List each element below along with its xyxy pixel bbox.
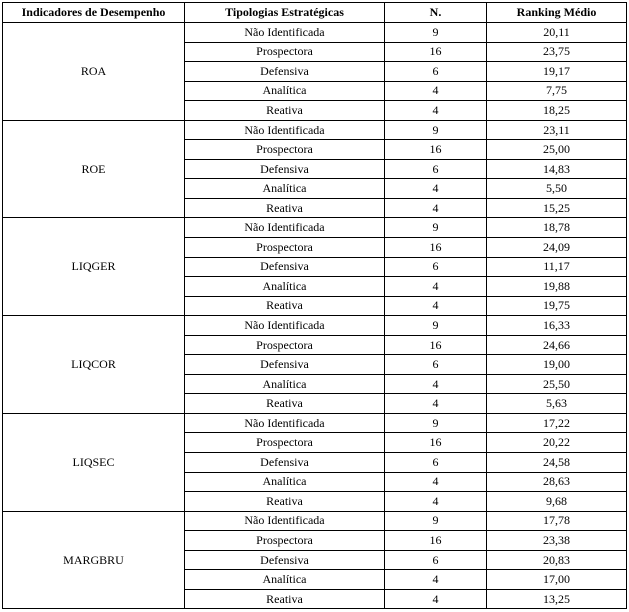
ranking-cell: 19,00 [487, 355, 627, 375]
typology-cell: Não Identificada [185, 413, 385, 433]
n-cell: 4 [385, 492, 487, 512]
typology-cell: Não Identificada [185, 316, 385, 336]
ranking-cell: 17,22 [487, 413, 627, 433]
ranking-cell: 14,83 [487, 159, 627, 179]
n-cell: 6 [385, 355, 487, 375]
n-cell: 9 [385, 218, 487, 238]
table-row [3, 120, 627, 140]
n-cell: 9 [385, 413, 487, 433]
ranking-cell: 25,50 [487, 374, 627, 394]
ranking-cell: 19,75 [487, 296, 627, 316]
typology-cell: Defensiva [185, 257, 385, 277]
n-cell: 9 [385, 23, 487, 43]
performance-ranking-table [2, 2, 627, 609]
n-cell: 16 [385, 42, 487, 62]
typology-cell: Analítica [185, 179, 385, 199]
indicator-cell: LIQGER [3, 218, 185, 316]
indicator-cell: MARGBRU [3, 511, 185, 609]
n-cell: 4 [385, 101, 487, 121]
ranking-cell: 7,75 [487, 81, 627, 101]
n-cell: 6 [385, 159, 487, 179]
header-typology: Tipologias Estratégicas [185, 3, 385, 23]
n-cell: 6 [385, 550, 487, 570]
typology-cell: Não Identificada [185, 23, 385, 43]
ranking-cell: 5,63 [487, 394, 627, 414]
typology-cell: Defensiva [185, 62, 385, 82]
typology-cell: Defensiva [185, 550, 385, 570]
typology-cell: Defensiva [185, 159, 385, 179]
table-row [3, 218, 627, 238]
ranking-cell: 23,38 [487, 531, 627, 551]
typology-cell: Reativa [185, 394, 385, 414]
ranking-cell: 19,88 [487, 277, 627, 297]
ranking-cell: 20,11 [487, 23, 627, 43]
indicator-cell: ROA [3, 23, 185, 121]
ranking-cell: 17,00 [487, 570, 627, 590]
typology-cell: Defensiva [185, 453, 385, 473]
ranking-cell: 24,09 [487, 238, 627, 258]
indicator-cell: LIQSEC [3, 413, 185, 511]
n-cell: 16 [385, 433, 487, 453]
n-cell: 16 [385, 238, 487, 258]
n-cell: 9 [385, 120, 487, 140]
table-row [3, 511, 627, 531]
typology-cell: Analítica [185, 374, 385, 394]
n-cell: 4 [385, 198, 487, 218]
ranking-cell: 5,50 [487, 179, 627, 199]
ranking-cell: 20,22 [487, 433, 627, 453]
typology-cell: Reativa [185, 492, 385, 512]
n-cell: 4 [385, 589, 487, 609]
typology-cell: Analítica [185, 570, 385, 590]
n-cell: 9 [385, 316, 487, 336]
typology-cell: Reativa [185, 296, 385, 316]
table-header [3, 3, 627, 23]
n-cell: 16 [385, 335, 487, 355]
n-cell: 4 [385, 277, 487, 297]
n-cell: 4 [385, 570, 487, 590]
ranking-cell: 25,00 [487, 140, 627, 160]
ranking-cell: 18,25 [487, 101, 627, 121]
typology-cell: Reativa [185, 101, 385, 121]
n-cell: 6 [385, 257, 487, 277]
table-body [3, 23, 627, 609]
typology-cell: Reativa [185, 198, 385, 218]
n-cell: 6 [385, 453, 487, 473]
ranking-cell: 24,58 [487, 453, 627, 473]
header-n: N. [385, 3, 487, 23]
typology-cell: Não Identificada [185, 511, 385, 531]
typology-cell: Não Identificada [185, 218, 385, 238]
typology-cell: Prospectora [185, 335, 385, 355]
indicator-cell: LIQCOR [3, 316, 185, 414]
n-cell: 4 [385, 394, 487, 414]
typology-cell: Prospectora [185, 531, 385, 551]
ranking-cell: 28,63 [487, 472, 627, 492]
ranking-cell: 23,11 [487, 120, 627, 140]
typology-cell: Analítica [185, 277, 385, 297]
n-cell: 16 [385, 531, 487, 551]
header-row [3, 3, 627, 23]
ranking-cell: 24,66 [487, 335, 627, 355]
ranking-cell: 9,68 [487, 492, 627, 512]
n-cell: 4 [385, 179, 487, 199]
typology-cell: Prospectora [185, 42, 385, 62]
table-container [2, 2, 627, 609]
typology-cell: Reativa [185, 589, 385, 609]
typology-cell: Não Identificada [185, 120, 385, 140]
ranking-cell: 18,78 [487, 218, 627, 238]
ranking-cell: 20,83 [487, 550, 627, 570]
header-ranking: Ranking Médio [487, 3, 627, 23]
typology-cell: Analítica [185, 472, 385, 492]
n-cell: 16 [385, 140, 487, 160]
n-cell: 6 [385, 62, 487, 82]
n-cell: 9 [385, 511, 487, 531]
ranking-cell: 17,78 [487, 511, 627, 531]
n-cell: 4 [385, 472, 487, 492]
ranking-cell: 15,25 [487, 198, 627, 218]
table-row [3, 316, 627, 336]
ranking-cell: 19,17 [487, 62, 627, 82]
n-cell: 4 [385, 81, 487, 101]
table-row [3, 23, 627, 43]
typology-cell: Prospectora [185, 140, 385, 160]
n-cell: 4 [385, 296, 487, 316]
indicator-cell: ROE [3, 120, 185, 218]
ranking-cell: 23,75 [487, 42, 627, 62]
ranking-cell: 16,33 [487, 316, 627, 336]
header-indicator: Indicadores de Desempenho [3, 3, 185, 23]
ranking-cell: 13,25 [487, 589, 627, 609]
typology-cell: Defensiva [185, 355, 385, 375]
typology-cell: Prospectora [185, 433, 385, 453]
table-row [3, 413, 627, 433]
n-cell: 4 [385, 374, 487, 394]
typology-cell: Prospectora [185, 238, 385, 258]
typology-cell: Analítica [185, 81, 385, 101]
ranking-cell: 11,17 [487, 257, 627, 277]
